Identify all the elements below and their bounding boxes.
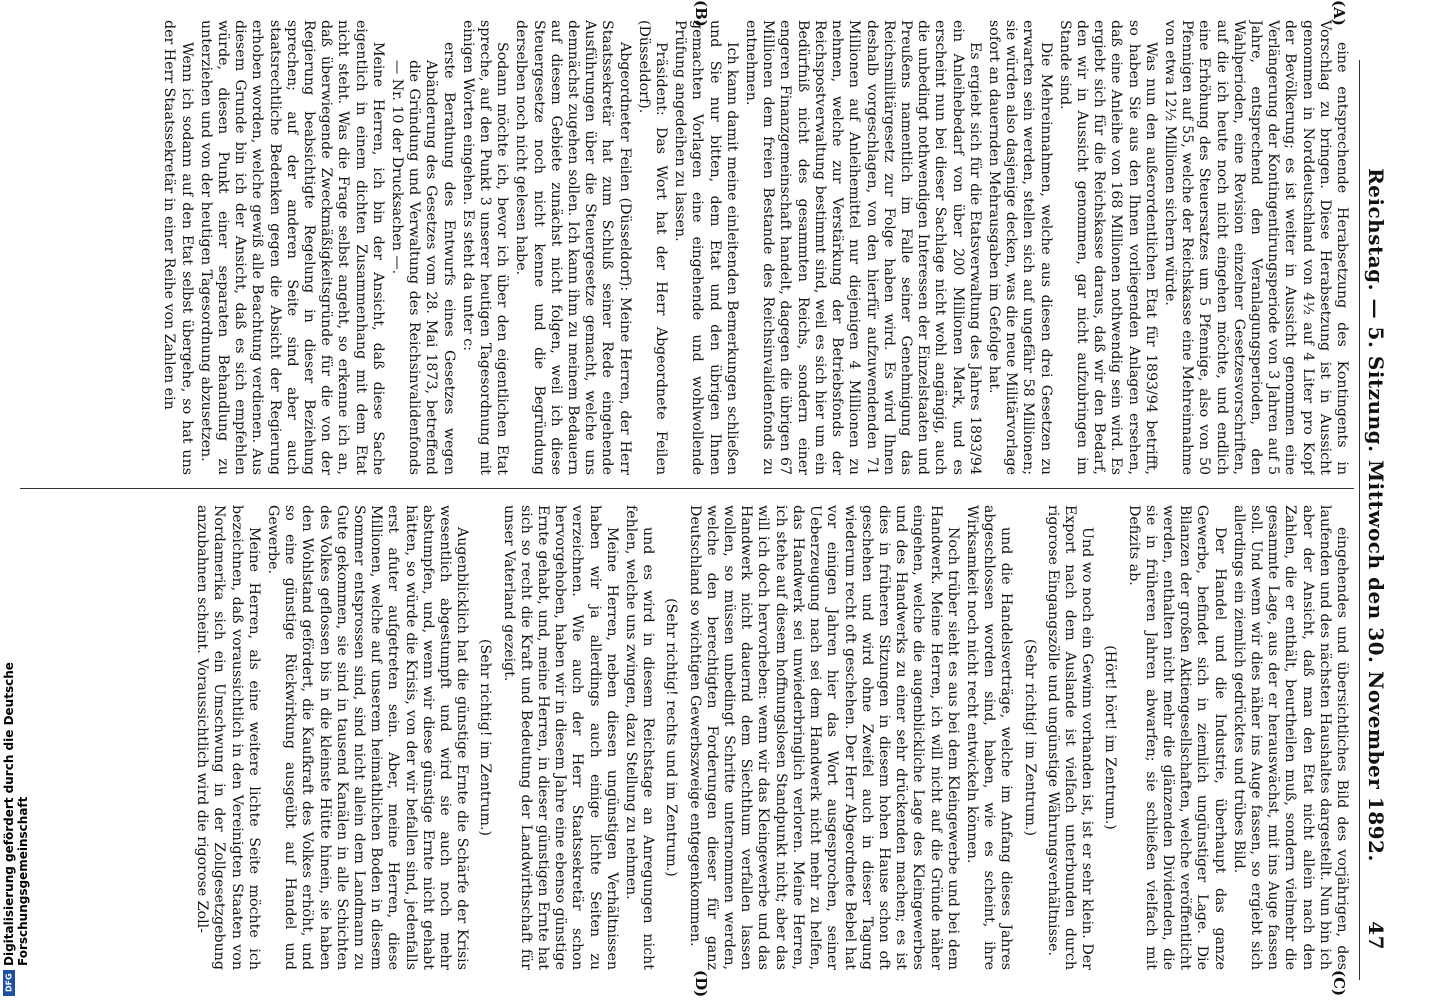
- paragraph: eine entsprechende Herabsetzung des Kontingents in Vorschlag zu bringen. Diese Herabsetzung ist in Aussicht genommen in Norddeutschland von 4½ auf 4 Liter pro Kopf der Bevölkerung; es ist weiter in Aussicht genommen eine Verlängerung der Kontingentirungsperiode von 3 Jahren auf 5 Jahre, entsprechend den Veranlagungsperioden, den Wahlperioden, eine Revision einzelner Gesetzesvorschriften, auf die ich heute noch nicht eingehen möchte, und endlich eine Erhöhung des Steuersatzes um 5 Pfennige, also von 50 Pfennigen auf 55, welche der Reichskasse eine Mehreinnahme von etwa 12½ Millionen sichern würde.: [1161, 20, 1350, 475]
- speaker-paragraph: Abgeordneter Feilen (Düsseldorf): Meine Herren, der Herr Staatssekretär hat zum Schluß seiner Rede eingehende Ausführungen über die Steuergesetze gemacht, welche uns demnächst zugehen sollen. Ich kann ihm zu meinem Bedauern auf diesem Gebiete zunächst nicht folgen, weil ich diese Steuergesetze noch nicht kenne und die Begründung derselben noch nicht gelesen habe.: [513, 20, 633, 475]
- interjection: (Sehr richtig! im Zentrum.): [477, 638, 494, 837]
- margin-marker-a: (A): [1330, 0, 1348, 26]
- paragraph: Noch trüber sieht es aus bei dem Kleingewerbe und bei dem Handwerk. Meine Herren, ich will nicht auf die Gründe näher eingehen, welche die augenblickliche Lage des Kleingewerbes und des Handwerks zu einer sehr drückenden machen; es ist dies in früheren Sitzungen in diesem hohen Hause schon oft geschehen und wird ohne Zweifel auch in dieser Tagung wiederum recht oft geschehen. Der Herr Abgeordnete Bebel hat vor einigen Jahren hier das Wort ausgesprochen, seiner Ueberzeugung nach sei dem Handwerk nicht mehr zu helfen, das Handwerk sei unwiederbringlich verloren. Meine Herren, ich stehe auf diesem hoffnungslosen Standpunkt nicht; aber das will ich doch hervorheben: wenn wir das Kleingewerbe und das Handwerk nicht dauernd dem Siechthum verfallen lassen wollen, so müssen unbedingt Schritte unternommen werden, welche den berechtigten Forderungen dieser für ganz Deutschland so wichtigen Gewerbszweige entgegenkommen.: [686, 505, 961, 970]
- paragraph: Meine Herren, ich bin der Ansicht, daß diese Sache eigentlich in einem dichten Zusammenhang mit dem Etat nicht steht. Was die Frage selbst angeht, so erkenne ich an, daß überwiegende Zweckmäßigkeitsgründe für die von der Regierung beabsichtigte Regelung in dieser Beziehung sprechen; auf der anderen Seite sind aber auch staatsrechtliche Bedenken gegen die Absicht der Regierung erhoben worden, welche gewiß alle Beachtung verdienen. Aus diesem Grunde bin ich der Ansicht, daß es sich empfehlen würde, diesen Punkt einer separaten Behandlung zu unterziehen und von der heutigen Tagesordnung abzusetzen.: [197, 20, 386, 475]
- left-column: [24, 20, 1350, 475]
- paragraph: und die Handelsverträge, welche im Anfang dieses Jahres abgeschlossen worden sind, haben, wie es scheint, ihre Wirksamkeit noch nicht recht entwickeln können.: [963, 505, 1015, 970]
- paragraph: Die Mehreinnahmen, welche aus diesen drei Gesetzen zu erwarten sein werden, stellen sich auf ungefähr 58 Millionen; sie würden also dasjenige decken, was die neue Militärvorlage sofort an dauernden Mehrausgaben im Gefolge hat.: [985, 20, 1054, 475]
- speaker-paragraph: Präsident: Das Wort hat der Herr Abgeordnete Feilen (Düsseldorf).: [635, 20, 670, 475]
- page-header: [1362, 70, 1392, 960]
- agenda-item: erste Berathung des Entwurfs eines Gesetzes wegen Abänderung des Gesetzes vom 28. Mai 1873, betreffend die Gründung und Verwaltung des Reichsinvalidenfonds — Nr. 10 der Drucksachen —.: [389, 42, 457, 475]
- paragraph: Ich kann damit meine einleitenden Bemerkungen schließen und Sie nur bitten, dem Etat und den übrigen Ihnen gemachten Vorlagen eine eingehende und wohlwollende Prüfung angedeihen zu lassen.: [672, 20, 740, 475]
- paragraph: und es wird in diesem Reichstage an Anregungen nicht fehlen, welche uns zwingen, dazu Stellung zu nehmen.: [623, 505, 657, 970]
- paragraph: Meine Herren, als eine weitere lichte Seite möchte ich bezeichnen, daß voraussichtlich in den Vereinigten Staaten von Nordamerika sich ein Umschwung in der Zollgesetzgebung anzubahnen scheint. Voraussichtlich wird die rigorose Zoll-: [194, 505, 262, 970]
- paragraph: Meine Herren, neben diesen ungünstigen Verhältnissen haben wir ja allerdings auch einige lichte Seiten zu verzeichnen. Wie auch der Herr Staatssekretär schon hervorgehoben, haben wir in diesem Jahre eine ebenso günstige Ernte gehabt, und, meine Herren, in dieser günstigen Ernte hat sich so recht die Kraft und Bedeutung der Landwirthschaft für unser Vaterland gezeigt.: [500, 505, 620, 970]
- header-title: Reichstag. — 5. Sitzung. Mittwoch den 30. November 1892.: [1364, 168, 1388, 862]
- paragraph: eingehendes und übersichtliches Bild des vorjährigen, des laufenden und des nächsten Haushaltes dargestellt. Nun bin ich aber der Ansicht, daß man den Etat nicht allein nach den Zahlen, die er enthält, beurtheilen muß, sondern vielmehr die gesammte Lage, aus der er herauswächst, mit ins Auge fassen soll. Und wenn wir dies näher ins Auge fassen, so ergiebt sich allerdings ein ziemlich gedrücktes und trübes Bild.: [1230, 505, 1350, 970]
- digitization-footer: [0, 600, 30, 1000]
- interjection: (Sehr richtig! rechts und im Zentrum.): [663, 598, 680, 877]
- page-number: 47: [1364, 921, 1388, 950]
- paragraph: Der Handel und die Industrie, überhaupt das ganze Gewerbe, befindet sich in ziemlich ungünstiger Lage. Die Bilanzen der großen Aktiengesellschaften, welche veröffentlicht werden, enthalten nicht mehr die glänzenden Dividenden, die sie in früheren Jahren abwarfen; sie schließen vielfach mit Defizits ab.: [1125, 505, 1228, 970]
- margin-marker-d: (D): [692, 970, 710, 998]
- header-rule: [1359, 60, 1360, 980]
- margin-marker-c: (C): [1330, 970, 1348, 997]
- column-divider: [20, 488, 1354, 489]
- paragraph: Was nun den außerordentlichen Etat für 1893/94 betrifft, so haben Sie aus den Ihnen vorliegenden Anlagen ersehen, daß eine Anleihe von 168 Millionen nothwendig sein wird. Es ergiebt sich für die Reichskasse daraus, daß wir den Bedarf, den wir in Aussicht genommen, gar nicht aufzubringen im Stande sind.: [1056, 20, 1159, 475]
- right-column: [24, 505, 1350, 970]
- dfg-logo-icon: DFG: [3, 970, 15, 996]
- interjection: (Hört! hört! im Zentrum.): [1102, 645, 1119, 830]
- margin-marker-b: (B): [692, 0, 710, 27]
- paragraph: Augenblicklich hat die günstige Ernte die Schärfe der Krisis wesentlich abgestumpft und wird sie auch noch mehr abstumpfen, und, wenn wir diese günstige Ernte nicht gehabt hätten, so würde die Krisis, von der wir befallen sind, jedenfalls erst afuter aufgetreten sein. Aber, meine Herren, diese Millionen, welche auf unserem heimathlichen Boden in diesem Sommer entsprossen sind, sind nicht allein dem Landmann zu Gute gekommen, sie sind in tausend Kanälen in alle Schichten des Volkes geflossen bis in die kleinste Hütte hinein, sie haben den Wohlstand gefördert, die Kaufkraft des Volkes erhöht, und so eine günstige Rückwirkung ausgeübt auf Handel und Gewerbe.: [265, 505, 471, 970]
- paragraph: Es ergiebt sich für die Etatsverwaltung des Jahres 1893/94 ein Anleihebedarf von über 200 Millionen Mark, und es erscheint nun bei dieser Sachlage nicht wohl angängig, auch die unbedingt nothwendigen Interessen der Einzelstaaten und Preußens namentlich im Falle seiner Genehmigung das Reichsmilitärgesetz zur Folge haben wird. Es wird Ihnen deshalb vorgeschlagen, von den hierfür aufzuwendenden 71 Millionen auf Anleihemittel nur diejenigen 4 Millionen zu nehmen, welche zur Verstärkung der Betriebsfonds der Reichspostverwaltung bestimmt sind, weil es sich hier um ein Bedürfniß nicht des gesammten Reichs, sondern einer engeren Finanzgemeinschaft handelt, dagegen die übrigen 67 Millionen dem freien Bestande des Reichsinvalidenfonds zu entnehmen.: [743, 20, 983, 475]
- interjection: (Sehr richtig! im Zentrum.): [1021, 638, 1038, 837]
- paragraph: Wenn ich sodann auf den Etat selbst übergehe, so hat uns der Herr Staatssekretär in einer Reihe von Zahlen ein: [161, 20, 195, 475]
- paragraph: Und wo noch ein Gewinn vorhanden ist, ist er sehr klein. Der Export nach dem Auslande ist vielfach unterbunden durch rigorose Eingangszölle und ungünstige Währungsverhältnisse.: [1044, 505, 1096, 970]
- paragraph: Sodann möchte ich, bevor ich über den eigentlichen Etat spreche, auf den Punkt 3 unserer heutigen Tagesordnung mit einigen Worten eingehen. Es steht da unter c:: [459, 20, 511, 475]
- digitization-credit: Digitalisierung gefördert durch die Deutsche Forschungsgemeinschaft: [2, 662, 30, 966]
